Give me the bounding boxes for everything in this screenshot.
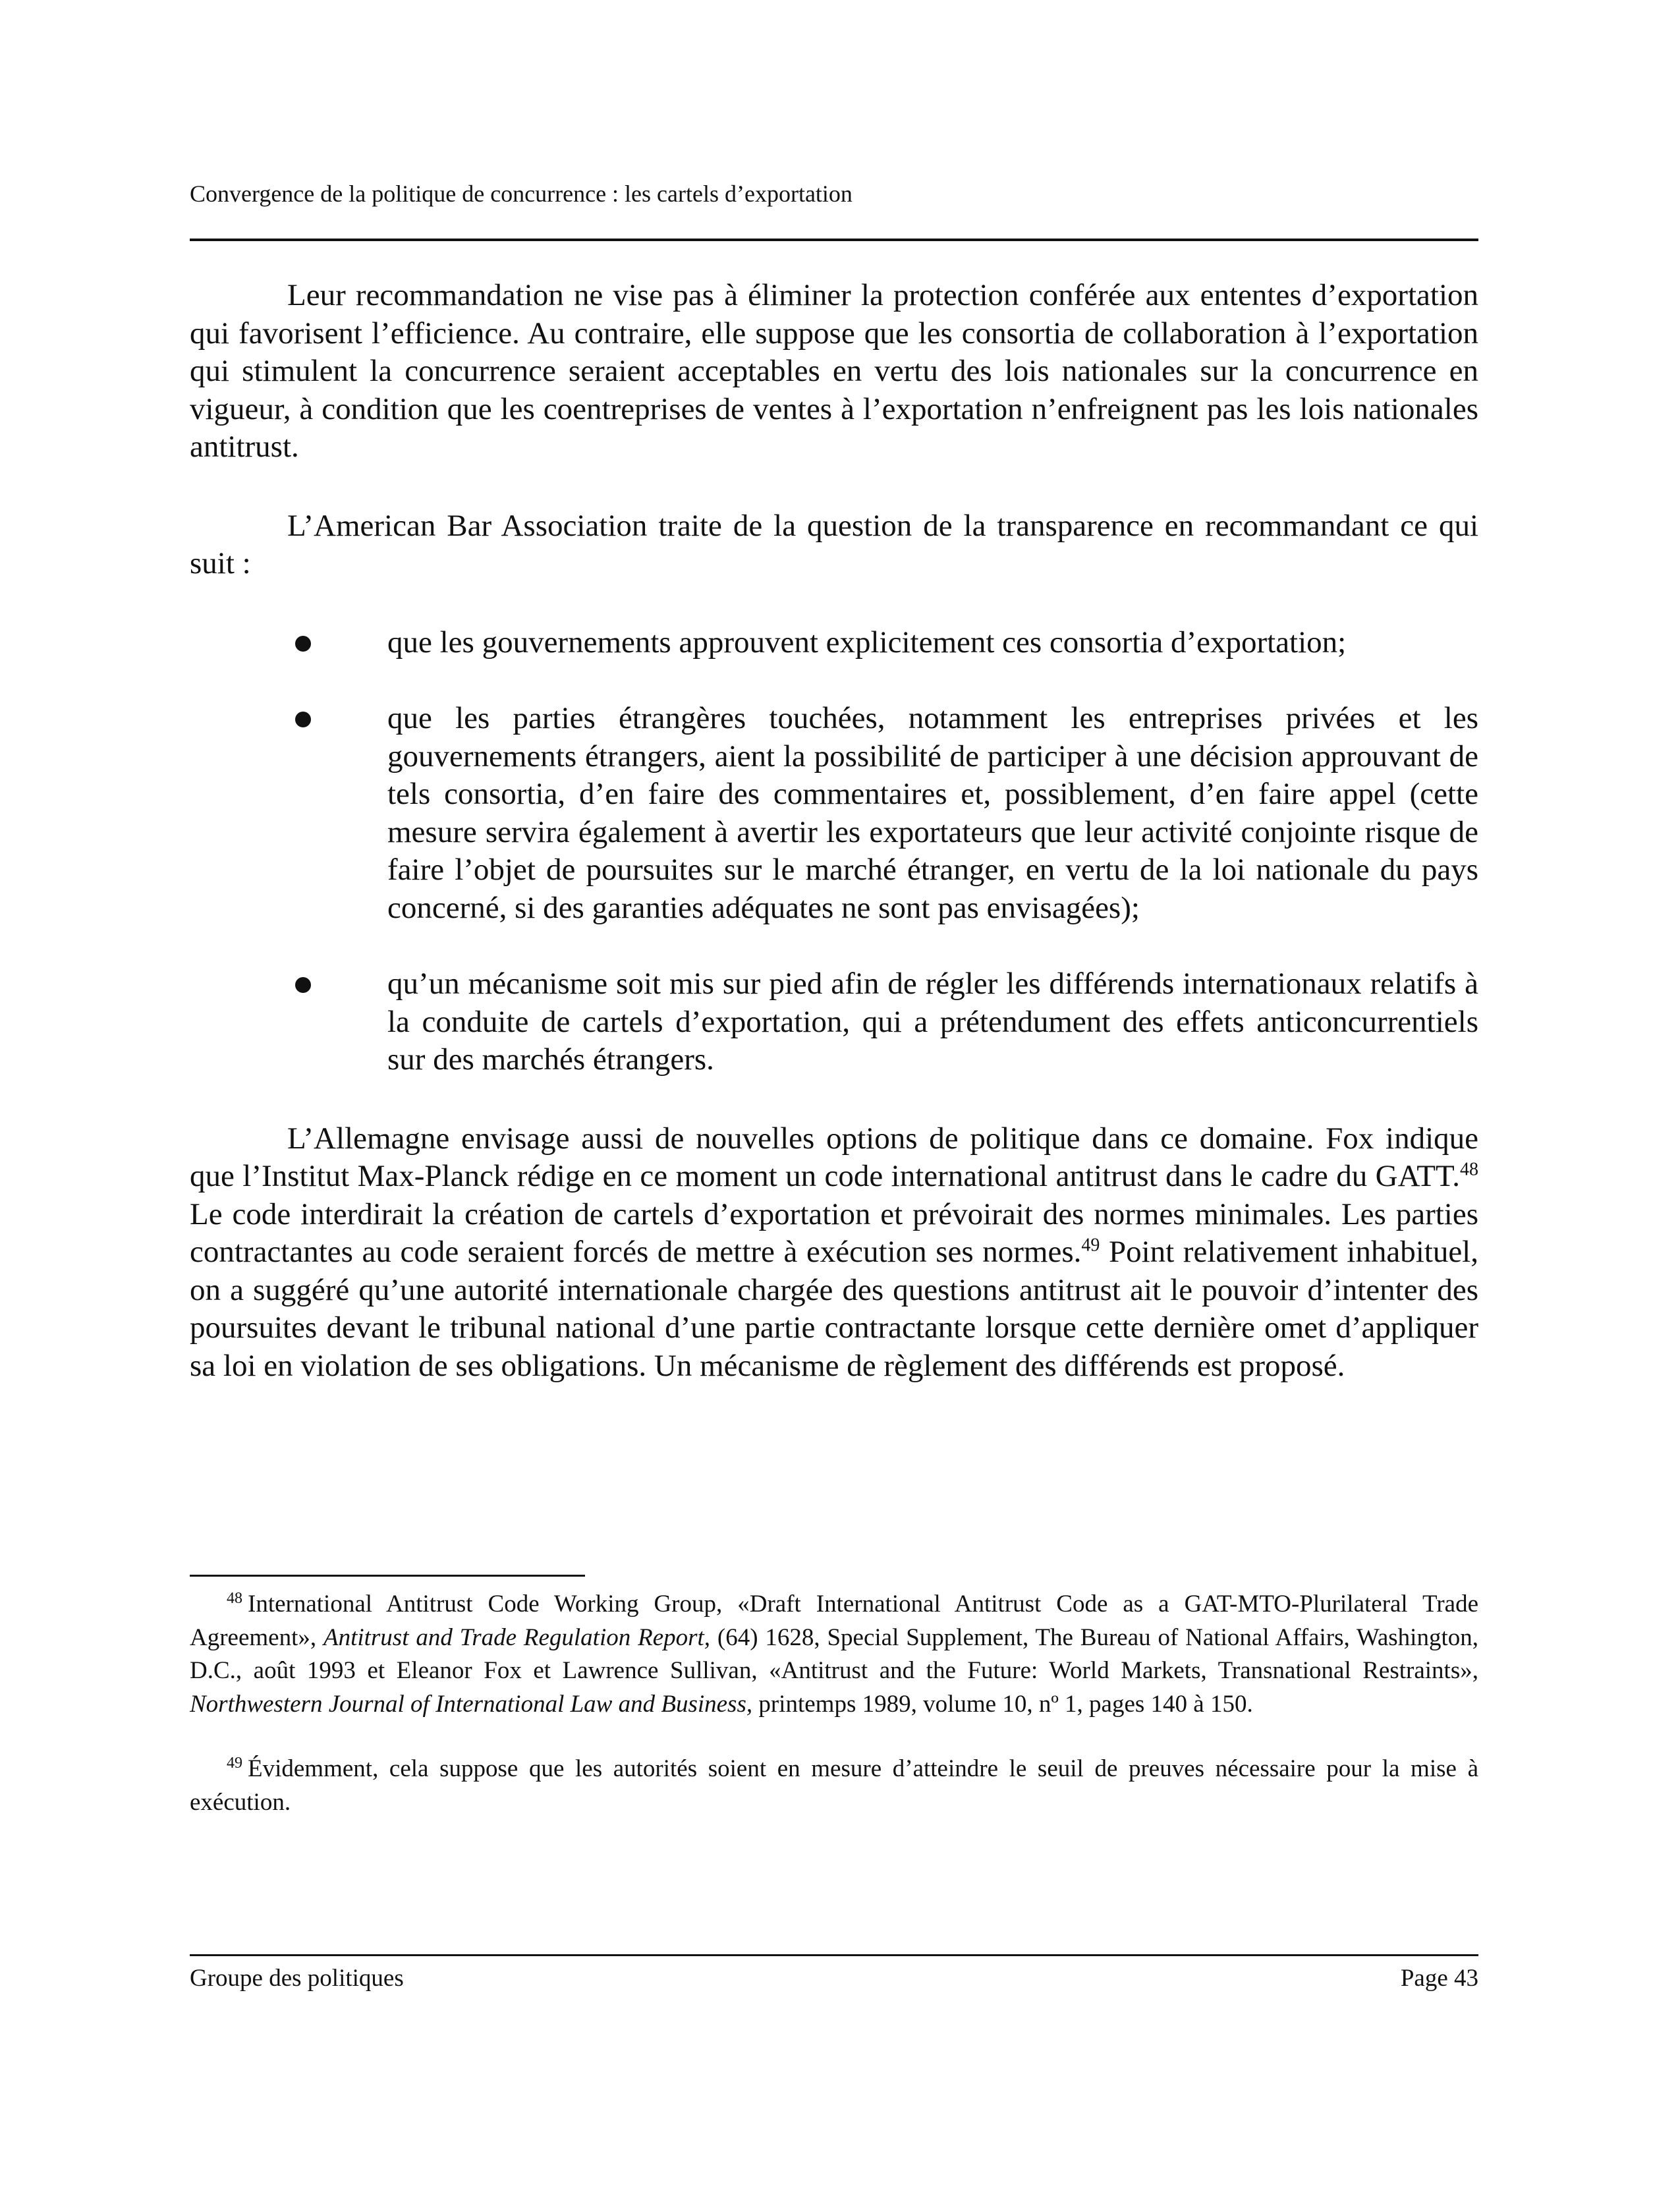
running-header: Convergence de la politique de concurrence : les cartels d’exportation xyxy=(190,181,853,207)
list-item-text: que les parties étrangères touchées, notamment les entreprises privées et les gouvernements étrangers, aient la possibilité de participer à une décision approuvant de tels consortia, d’en faire des commentaires et, possiblement, d’en faire appel (cette mesure servira également à avertir les exportateurs que leur activité conjointe risque de faire l’objet de poursuites sur le marché étranger, en vertu de la loi nationale du pays concerné, si des garanties adéquates ne sont pas envisagées); xyxy=(387,701,1478,925)
footnote-number: 49 xyxy=(227,1754,242,1772)
paragraph-3-text: L’Allemagne envisage aussi de nouvelles options de politique dans ce domaine. Fox indique que l’Institut Max-Planck rédige en ce moment un code international antitrust dans le cadre du GATT. xyxy=(190,1121,1478,1193)
paragraph-3-text: Point relativement inhabituel, on a suggéré qu’une autorité internationale chargée des questions antitrust ait le pouvoir d’intenter des poursuites devant le tribunal national d’une partie contractante lorsque cette dernière omet d’appliquer sa loi en violation de ses obligations. Un mécanisme de règlement des différends est proposé. xyxy=(190,1235,1478,1383)
footnote-title-italic: Antitrust and Trade Regulation Report, xyxy=(323,1623,711,1651)
page-number: Page 43 xyxy=(1400,1965,1478,1992)
bullet-icon xyxy=(295,977,311,993)
footnote-ref-48[interactable]: 48 xyxy=(1460,1159,1478,1180)
list-item xyxy=(190,700,1478,927)
list-item-text: qu’un mécanisme soit mis sur pied afin de régler les différends internationaux relatifs à la conduite de cartels d’exportation, qui a prétendument des effets anticoncurrentiels sur des marchés étrangers. xyxy=(387,967,1478,1077)
list-item xyxy=(190,965,1478,1079)
footnote-text: printemps 1989, volume 10, nº 1, pages 140 à 150. xyxy=(752,1690,1253,1718)
footnote-separator xyxy=(190,1575,585,1577)
footnote-number: 48 xyxy=(227,1589,242,1607)
paragraph-1: Leur recommandation ne vise pas à éliminer la protection conférée aux ententes d’exportation qui favorisent l’efficience. Au contraire, elle suppose que les consortia de collaboration à l’exportation qui stimulent la concurrence seraient acceptables en vertu des lois nationales sur la concurrence en vigueur, à condition que les coentreprises de ventes à l’exportation n’enfreignent pas les lois nationales antitrust. xyxy=(190,278,1478,464)
footnote-title-italic: Northwestern Journal of International Law and Business, xyxy=(190,1690,753,1718)
header-rule xyxy=(190,239,1478,241)
paragraph-3 xyxy=(190,1120,1478,1386)
main-body xyxy=(190,277,1478,1426)
paragraph-2: L’American Bar Association traite de la question de la transparence en recommandant ce qui suit : xyxy=(190,508,1478,580)
list-item-text: que les gouvernements approuvent explicitement ces consortia d’exportation; xyxy=(387,625,1347,660)
footnote-49 xyxy=(190,1753,1478,1819)
footnotes xyxy=(190,1588,1478,1851)
recommendation-list xyxy=(190,624,1478,1079)
footer-organization: Groupe des politiques xyxy=(190,1965,404,1992)
footnote-text: Évidemment, cela suppose que les autorités soient en mesure d’atteindre le seuil de preuves nécessaire pour la mise à exécution. xyxy=(190,1755,1478,1816)
footnote-48 xyxy=(190,1588,1478,1721)
bullet-icon xyxy=(295,636,311,652)
list-item xyxy=(190,624,1478,662)
footer-rule xyxy=(190,1954,1478,1956)
paragraph-3-text: Le code interdirait la création de cartels d’exportation et prévoirait des normes minimales. Les parties contractantes au code seraient forcés de mettre à exécution ses normes. xyxy=(190,1197,1478,1269)
footnote-text: (64) 1628, Special Supplement, The Bureau of National Affairs, Washington, D.C., août 1993 et Eleanor Fox et Lawrence Sullivan, «Antitrust and the Future: World Markets, Transnational Restraints», xyxy=(190,1623,1478,1684)
bullet-icon xyxy=(295,712,311,727)
footnote-text: International Antitrust Code Working Group, «Draft International Antitrust Code as a GAT-MTO-Plurilateral Trade Agreement», xyxy=(190,1591,1478,1651)
footnote-ref-49[interactable]: 49 xyxy=(1081,1235,1100,1256)
